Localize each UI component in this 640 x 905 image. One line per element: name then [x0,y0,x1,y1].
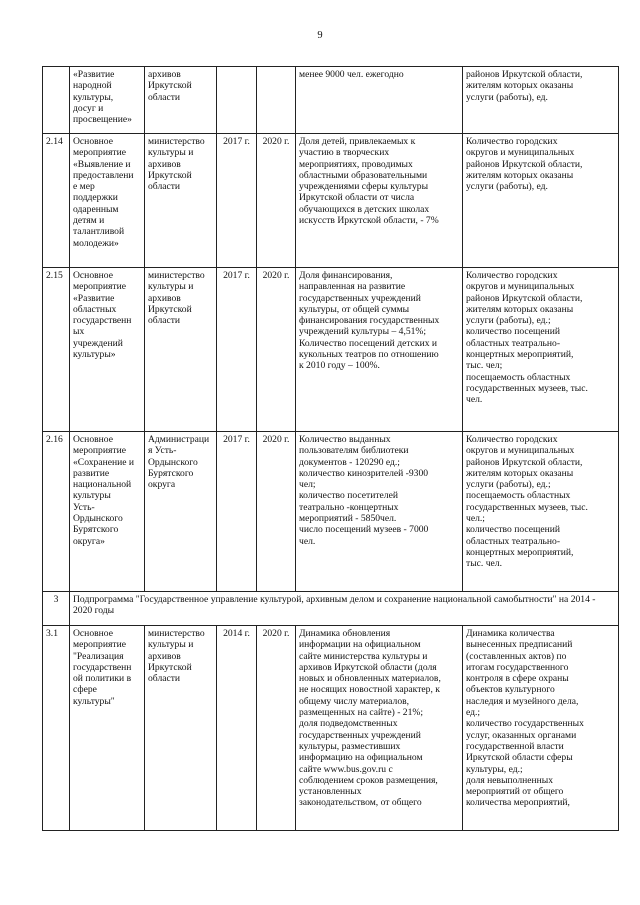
section-row [43,592,619,626]
row-number: 3.1 [43,626,70,831]
measure-name: Основное мероприятие «Развитие областных государственн ых учреждений культуры» [70,268,145,432]
section-title: Подпрограмма "Государственное управление культурой, архивным делом и сохранение национальной самобытности" на 2014 - 2020 годы [70,592,619,626]
measure-name: Основное мероприятие "Реализация государственн ой политики в сфере культуры" [70,626,145,831]
year-start: 2017 г. [217,134,257,268]
executor: Администраци я Усть- Ордынского Бурятского округа [145,432,217,592]
indicator: Количество выданных пользователям библиотеки документов - 120290 ед.; количество кинозрителей -9300 чел; количество посетителей театрально -концертных мероприятий - 5850чел. число посещений музеев - 7000 чел. [296,432,463,592]
page-number: 9 [317,30,323,41]
indicator: Доля детей, привлекаемых к участию в творческих мероприятиях, проводимых областными образовательными учреждениями сферы культуры Иркутской области от числа обучающихся в детских школах искусств Иркутской области, - 7% [296,134,463,268]
result: Количество городских округов и муниципальных районов Иркутской области, жителям которых оказаны услуги (работы), ед. [463,134,619,268]
result: Динамика количества вынесенных предписаний (составленных актов) по итогам государственного контроля в сфере охраны объектов культурного наследия и музейного дела, ед.; количество государственных услуг, оказанных органами государственной власти Иркутской области сферы культуры, ед.; доля невыполненных мероприятий от общего количества мероприятий, [463,626,619,831]
program-table [42,66,619,831]
executor: министерство культуры и архивов Иркутской области [145,626,217,831]
table-row [43,432,619,592]
year-end: 2020 г. [257,134,296,268]
row-number: 2.16 [43,432,70,592]
table-row [43,134,619,268]
indicator: менее 9000 чел. ежегодно [296,67,463,134]
measure-name: Основное мероприятие «Выявление и предоставлени е мер поддержки одаренным детям и талантливой молодежи» [70,134,145,268]
section-number: 3 [43,592,70,626]
indicator: Доля финансирования, направленная на развитие государственных учреждений культуры, от общей суммы финансирования государственных учреждений культуры – 4,51%; Количество посещений детских и кукольных театров по отношению к 2010 году – 100%. [296,268,463,432]
year-end: 2020 г. [257,626,296,831]
executor: министерство культуры и архивов Иркутской области [145,268,217,432]
executor: архивов Иркутской области [145,67,217,134]
year-end: 2020 г. [257,268,296,432]
year-end [257,67,296,134]
year-end: 2020 г. [257,432,296,592]
executor: министерство культуры и архивов Иркутской области [145,134,217,268]
measure-name: «Развитие народной культуры, досуг и просвещение» [70,67,145,134]
table-row [43,268,619,432]
result: Количество городских округов и муниципальных районов Иркутской области, жителям которых оказаны услуги (работы), ед.; количество посещений областных театрально- концертных мероприятий, тыс. чел; посещаемость областных государственных музеев, тыс. чел. [463,268,619,432]
measure-name: Основное мероприятие «Сохранение и развитие национальной культуры Усть- Ордынского Бурятского округа» [70,432,145,592]
year-start: 2014 г. [217,626,257,831]
row-number [43,67,70,134]
row-number: 2.15 [43,268,70,432]
indicator: Динамика обновления информации на официальном сайте министерства культуры и архивов Иркутской области (доля новых и обновленных материалов, не носящих новостной характер, к общему числу материалов, размещенных на сайте) - 21%; доля подведомственных государственных учреждений культуры, разместивших информацию на официальном сайте www.bus.gov.ru с соблюдением сроков размещения, установленных законодательством, от общего [296,626,463,831]
year-start: 2017 г. [217,432,257,592]
table-row [43,67,619,134]
result: Количество городских округов и муниципальных районов Иркутской области, жителям которых оказаны услуги (работы), ед.; посещаемость областных государственных музеев, тыс. чел.; количество посещений областных театрально- концертных мероприятий, тыс. чел. [463,432,619,592]
result: районов Иркутской области, жителям которых оказаны услуги (работы), ед. [463,67,619,134]
row-number: 2.14 [43,134,70,268]
year-start [217,67,257,134]
table-row [43,626,619,831]
year-start: 2017 г. [217,268,257,432]
